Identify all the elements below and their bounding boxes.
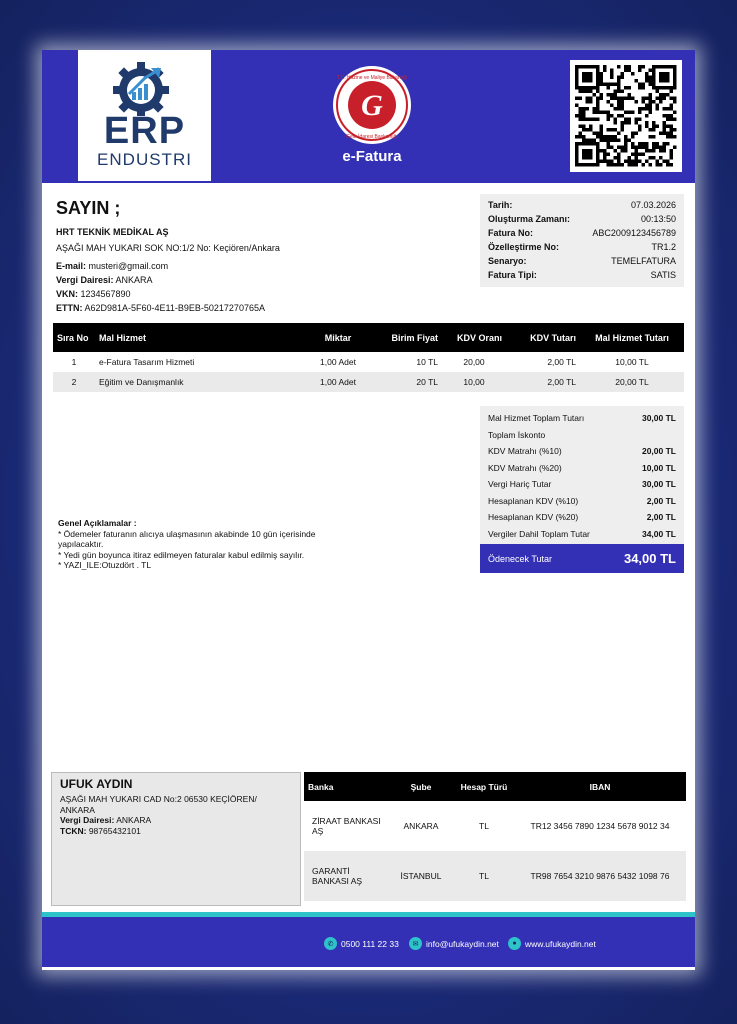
cell: 2,00 TL: [506, 372, 580, 392]
cell: İSTANBUL: [388, 851, 454, 901]
cell: 10,00: [442, 372, 506, 392]
total-row: Vergiler Dahil Toplam Tutar 34,00 TL: [488, 528, 676, 539]
salutation: SAYIN ;: [56, 198, 121, 218]
notes-title: Genel Açıklamalar :: [58, 518, 137, 528]
col-header: Sıra No: [53, 323, 95, 352]
col-header: Şube: [388, 772, 454, 801]
seller-info: [51, 772, 301, 906]
footer-phone: ✆ 0500 111 22 33: [324, 937, 399, 950]
phone-icon: ✆: [324, 937, 337, 950]
cell: TR12 3456 7890 1234 5678 9012 34: [530, 821, 670, 831]
meta-row: Senaryo: TEMELFATURA: [488, 256, 676, 266]
customer-ettn: ETTN: A62D981A-5F60-4E11-B9EB-50217270765A: [56, 303, 265, 313]
invoice-header: [42, 50, 695, 183]
total-row: KDV Matrahı (%10) 20,00 TL: [488, 446, 676, 456]
note-line: * Yedi gün boyunca itiraz edilmeyen faturalar kabul edilmiş sayılır.: [58, 549, 305, 560]
col-header: Hesap Türü: [454, 772, 514, 801]
seal-top-text: T.C. Hazine ve Maliye Bakanlığı: [336, 75, 408, 81]
globe-icon: ●: [508, 937, 521, 950]
footer-email[interactable]: ✉ info@ufukaydin.net: [409, 937, 499, 950]
cell: 20,00 TL: [580, 372, 684, 392]
payable-amount: [480, 544, 684, 573]
col-header: Mal Hizmet Tutarı: [580, 323, 684, 352]
qr-code-icon: [570, 60, 682, 172]
cell: 2,00 TL: [547, 357, 576, 367]
payable-label: Ödenecek Tutar: [488, 553, 553, 564]
bank-header-row: [304, 772, 686, 801]
col-header: Banka: [304, 772, 388, 801]
table-row: [53, 372, 684, 392]
items-header-row: [53, 323, 684, 352]
total-row: Toplam İskonto: [488, 429, 546, 440]
cell: 2: [53, 372, 95, 392]
cell: e-Fatura Tasarım Hizmeti: [99, 357, 195, 367]
customer-tax-office: Vergi Dairesi: ANKARA: [56, 275, 153, 285]
footer-website[interactable]: ● www.ufukaydin.net: [508, 937, 596, 950]
col-header: KDV Oranı: [442, 323, 506, 352]
customer-address: AŞAĞI MAH YUKARI SOK NO:1/2 No: Keçiören/Ankara: [56, 243, 280, 253]
cell: GARANTİ BANKASI AŞ: [304, 851, 388, 901]
table-row: [304, 851, 686, 901]
cell: 1,00 Adet: [320, 357, 356, 367]
note-line: * YAZI_ILE:Otuzdört . TL: [58, 560, 152, 570]
customer-name: HRT TEKNİK MEDİKAL AŞ: [56, 227, 169, 237]
customer-info: [56, 198, 466, 315]
seller-tax-office: Vergi Dairesi: ANKARA: [60, 815, 152, 825]
general-notes: [58, 518, 358, 571]
total-row: Vergi Hariç Tutar 30,00 TL: [488, 479, 676, 489]
cell: ZİRAAT BANKASI AŞ: [312, 816, 381, 836]
cell: TL: [454, 851, 514, 901]
invoice-footer: [42, 917, 695, 967]
meta-row: Oluşturma Zamanı: 00:13:50: [488, 214, 676, 224]
cell: 10,00 TL: [615, 357, 649, 367]
meta-row: Tarih: 07.03.2026: [488, 200, 676, 210]
seller-name: UFUK AYDIN: [60, 777, 133, 791]
seal-bottom-text: Gelir İdaresi Başkanlığı: [346, 134, 398, 140]
cell: 20,00: [463, 357, 485, 367]
cell: TR98 7654 3210 9876 5432 1098 76: [514, 851, 686, 901]
document-title: e-Fatura: [342, 148, 402, 165]
company-logo: [78, 50, 211, 181]
cell: 1: [71, 357, 77, 367]
customer-email: E-mail: musteri@gmail.com: [56, 261, 169, 271]
seller-address: AŞAĞI MAH YUKARI CAD No:2 06530 KEÇİÖREN/ ANKARA: [60, 794, 257, 815]
invoice-meta: [480, 194, 684, 287]
meta-row: Özelleştirme No: TR1.2: [488, 242, 676, 252]
bank-table: [304, 772, 686, 901]
meta-row: Fatura No: ABC2009123456789: [488, 228, 676, 238]
cell: ANKARA: [403, 821, 439, 831]
col-header: Birim Fiyat: [372, 323, 442, 352]
table-row: [304, 801, 686, 851]
seller-tckn: TCKN: 98765432101: [60, 825, 141, 836]
mail-icon: ✉: [409, 937, 422, 950]
gear-chart-icon: [111, 58, 177, 116]
meta-row: Fatura Tipi: SATIS: [488, 270, 676, 280]
total-row: Hesaplanan KDV (%20) 2,00 TL: [488, 512, 676, 522]
gib-seal-icon: [332, 65, 412, 145]
cell: Eğitim ve Danışmanlık: [95, 372, 304, 392]
total-row: KDV Matrahı (%20) 10,00 TL: [488, 462, 676, 473]
svg-text:G: G: [361, 89, 383, 122]
items-table: [53, 323, 684, 392]
payable-value: 34,00 TL: [623, 551, 676, 566]
total-row: Hesaplanan KDV (%10) 2,00 TL: [488, 495, 676, 506]
col-header: Miktar: [304, 323, 372, 352]
col-header: KDV Tutarı: [506, 323, 580, 352]
col-header: Mal Hizmet: [95, 323, 304, 352]
cell: 1,00 Adet: [304, 372, 372, 392]
invoice-page: [42, 50, 695, 970]
cell: 10 TL: [416, 357, 438, 367]
customer-vkn: VKN: 1234567890: [56, 289, 131, 299]
logo-sub-text: ENDUSTRI: [97, 150, 192, 169]
total-row: Mal Hizmet Toplam Tutarı 30,00 TL: [488, 413, 676, 423]
note-line: * Ödemeler faturanın alıcıya ulaşmasının akabinde 10 gün içerisinde yapılacaktır.: [58, 528, 316, 549]
logo-main-text: ERP: [103, 110, 186, 152]
cell: 20 TL: [372, 372, 442, 392]
cell: TL: [479, 821, 489, 831]
totals-box: [480, 406, 684, 546]
col-header: IBAN: [514, 772, 686, 801]
table-row: [53, 352, 684, 372]
